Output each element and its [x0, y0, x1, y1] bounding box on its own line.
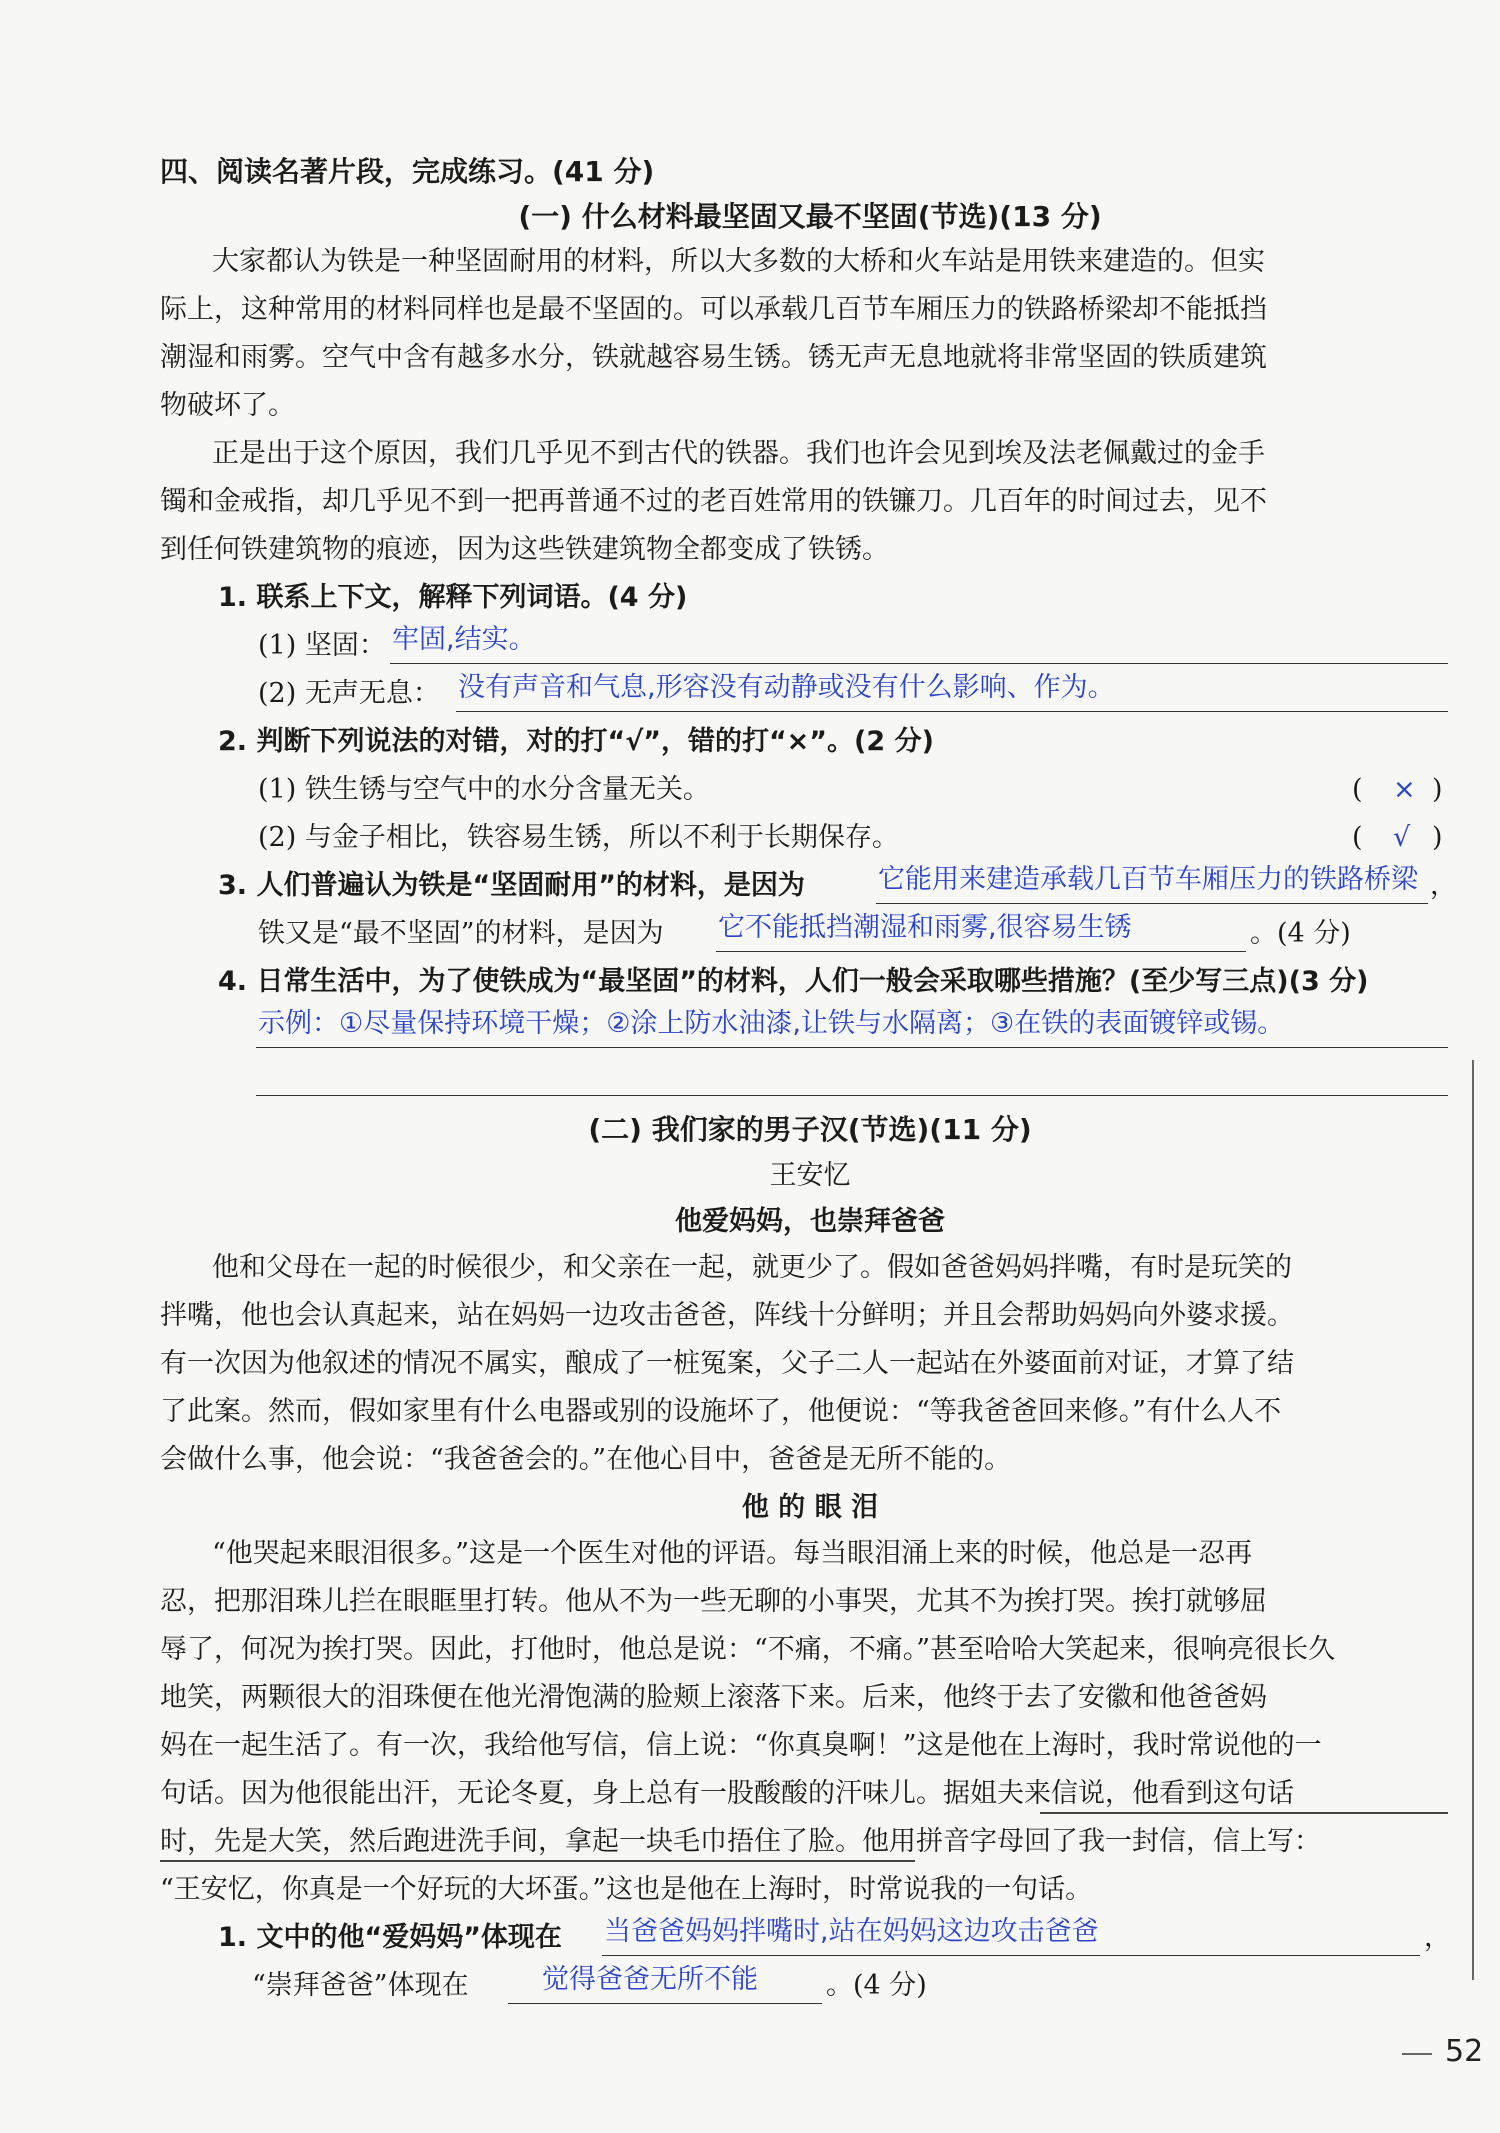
q3-prefix2: 铁又是“最不坚固”的材料，是因为 — [258, 918, 664, 949]
q3-prefix: 3. 人们普遍认为铁是“坚固耐用”的材料，是因为 — [218, 870, 805, 901]
q1-item-label: (1) 坚固： — [258, 630, 386, 661]
q2-item: (1) 铁生锈与空气中的水分含量无关。 — [258, 774, 710, 805]
answer-line — [602, 1955, 1420, 1956]
answer-line — [390, 663, 1448, 664]
passage2-line: 辱了，何况为挨打哭。因此，打他时，他总是说：“不痛，不痛。”甚至哈哈大笑起来，很响亮很长久 — [160, 1634, 1336, 1665]
subtitle: 他 的 眼 泪 — [741, 1492, 879, 1523]
judge-paren-close: ) — [1432, 822, 1443, 853]
passage2-line: 忍，把那泪珠儿拦在眼眶里打转。他从不为一些无聊的小事哭，尤其不为挨打哭。挨打就够屈 — [160, 1586, 1267, 1617]
passage2-line: 了此案。然而，假如家里有什么电器或别的设施坏了，他便说：“等我爸爸回来修。”有什么人不 — [160, 1396, 1282, 1427]
answer-line — [876, 903, 1428, 904]
page-dash — [1402, 2053, 1432, 2055]
p2-q1-suffix: ， — [1424, 1922, 1451, 1953]
p2-q1-prefix2: “崇拜爸爸”体现在 — [252, 1970, 469, 2001]
author: 王安忆 — [769, 1160, 851, 1191]
passage1-line: 到任何铁建筑物的痕迹，因为这些铁建筑物全都变成了铁锈。 — [160, 534, 889, 565]
passage1-line: 正是出于这个原因，我们几乎见不到古代的铁器。我们也许会见到埃及法老佩戴过的金手 — [212, 438, 1265, 469]
answer-line — [716, 951, 1246, 952]
passage2-line: 拌嘴，他也会认真起来，站在妈妈一边攻击爸爸，阵线十分鲜明；并且会帮助妈妈向外婆求援。 — [160, 1300, 1294, 1331]
q3-answer2: 它不能抵挡潮湿和雨雾,很容易生锈 — [718, 912, 1132, 943]
passage2-line: “王安忆，你真是一个好玩的大坏蛋。”这也是他在上海时，时常说我的一句话。 — [160, 1874, 1093, 1905]
q1-stem: 1. 联系上下文，解释下列词语。(4 分) — [218, 582, 688, 613]
passage2-line: 时，先是大笑，然后跑进洗手间，拿起一块毛巾捂住了脸。他用拼音字母回了我一封信，信上写： — [160, 1826, 1321, 1857]
part1-title: (一) 什么材料最坚固又最不坚固(节选)(13 分) — [518, 200, 1102, 233]
passage2-line: 地笑，两颗很大的泪珠便在他光滑饱满的脸颊上滚落下来。后来，他终于去了安徽和他爸爸妈 — [160, 1682, 1267, 1713]
q1-item-label: (2) 无声无息： — [258, 678, 440, 709]
p2-q1-answer: 当爸爸妈妈拌嘴时,站在妈妈这边攻击爸爸 — [604, 1916, 1099, 1947]
judge-mark: × — [1393, 774, 1416, 805]
passage1-line: 际上，这种常用的材料同样也是最不坚固的。可以承载几百节车厢压力的铁路桥梁却不能抵挡 — [160, 294, 1267, 325]
judge-paren-close: ) — [1432, 774, 1443, 805]
answer-line — [508, 2003, 822, 2004]
page-number: 52 — [1445, 2034, 1484, 2069]
judge-paren-open: ( — [1352, 822, 1363, 853]
subtitle: 他爱妈妈，也崇拜爸爸 — [675, 1206, 945, 1237]
section-title: 四、阅读名著片段，完成练习。(41 分) — [160, 155, 655, 188]
q3-suffix2: 。(4 分) — [1250, 918, 1351, 949]
passage2-line: “他哭起来眼泪很多。”这是一个医生对他的评语。每当眼泪涌上来的时候，他总是一忍再 — [212, 1538, 1253, 1569]
judge-mark: √ — [1393, 822, 1411, 853]
passage2-line: 会做什么事，他会说：“我爸爸会的。”在他心目中，爸爸是无所不能的。 — [160, 1444, 1012, 1475]
q1-item-answer: 没有声音和气息,形容没有动静或没有什么影响、作为。 — [458, 672, 1115, 703]
q3-suffix: ， — [1430, 870, 1457, 901]
passage2-line: 妈在一起生活了。有一次，我给他写信，信上说：“你真臭啊！”这是他在上海时，我时常说他的一 — [160, 1730, 1322, 1761]
q2-item: (2) 与金子相比，铁容易生锈，所以不利于长期保存。 — [258, 822, 899, 853]
answer-line — [456, 711, 1448, 712]
handwritten-underline — [160, 1860, 915, 1862]
passage2-line: 句话。因为他很能出汗，无论冬夏，身上总有一股酸酸的汗味儿。据姐夫来信说，他看到这句话 — [160, 1778, 1294, 1809]
passage1-line: 物破坏了。 — [160, 390, 295, 421]
q2-stem: 2. 判断下列说法的对错，对的打“√”，错的打“×”。(2 分) — [218, 726, 934, 757]
answer-line — [256, 1095, 1448, 1096]
q4-answer: 示例：①尽量保持环境干燥；②涂上防水油漆,让铁与水隔离；③在铁的表面镀锌或锡。 — [258, 1008, 1285, 1039]
q1-item-answer: 牢固,结实。 — [392, 624, 536, 655]
passage1-line: 镯和金戒指，却几乎见不到一把再普通不过的老百姓常用的铁镰刀。几百年的时间过去，见不 — [160, 486, 1267, 517]
passage1-line: 大家都认为铁是一种坚固耐用的材料，所以大多数的大桥和火车站是用铁来建造的。但实 — [212, 246, 1265, 277]
q3-answer: 它能用来建造承载几百节车厢压力的铁路桥梁 — [878, 864, 1418, 895]
p2-q1-answer2: 觉得爸爸无所不能 — [542, 1964, 758, 1995]
p2-q1-suffix2: 。(4 分) — [826, 1970, 927, 2001]
part2-title: (二) 我们家的男子汉(节选)(11 分) — [588, 1113, 1032, 1146]
margin-rule — [1472, 1060, 1474, 1980]
p2-q1-prefix: 1. 文中的他“爱妈妈”体现在 — [218, 1922, 562, 1953]
passage2-line: 有一次因为他叙述的情况不属实，酿成了一桩冤案，父子二人一起站在外婆面前对证，才算了结 — [160, 1348, 1294, 1379]
judge-paren-open: ( — [1352, 774, 1363, 805]
passage1-line: 潮湿和雨雾。空气中含有越多水分，铁就越容易生锈。锈无声无息地就将非常坚固的铁质建筑 — [160, 342, 1267, 373]
passage2-line: 他和父母在一起的时候很少，和父亲在一起，就更少了。假如爸爸妈妈拌嘴，有时是玩笑的 — [212, 1252, 1292, 1283]
handwritten-underline — [1040, 1812, 1448, 1814]
answer-line — [256, 1047, 1448, 1048]
q4-stem: 4. 日常生活中，为了使铁成为“最坚固”的材料，人们一般会采取哪些措施？(至少写三点)(3 分) — [218, 966, 1369, 997]
